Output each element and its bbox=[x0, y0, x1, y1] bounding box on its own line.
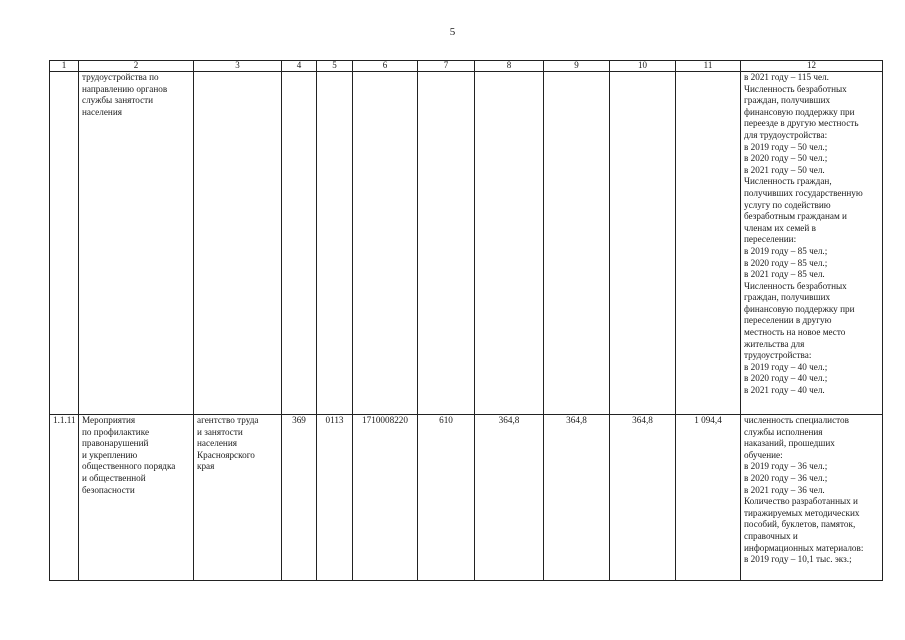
text-line: переселении: bbox=[744, 234, 797, 245]
text-line: Количество разработанных и bbox=[744, 496, 858, 507]
text-line: в 2020 году – 50 чел.; bbox=[744, 153, 828, 164]
text-line: пособий, буклетов, памяток, bbox=[744, 519, 856, 530]
amount-2020-cell bbox=[544, 72, 610, 415]
text-line: численность специалистов bbox=[744, 415, 849, 425]
row-number-cell bbox=[50, 72, 79, 415]
header-cell: 10 bbox=[610, 61, 676, 72]
text-line: службы исполнения bbox=[744, 426, 823, 437]
grbs-code-cell: 369 bbox=[282, 415, 317, 581]
text-line: населения bbox=[82, 106, 122, 117]
amount-2020-cell: 364,8 bbox=[544, 415, 610, 581]
text-line: и занятости bbox=[197, 426, 243, 437]
text-line: в 2020 году – 40 чел.; bbox=[744, 373, 828, 384]
table-row bbox=[50, 72, 883, 415]
text-line: в 2019 году – 85 чел.; bbox=[744, 245, 828, 256]
amount-2019-cell: 364,8 bbox=[475, 415, 544, 581]
text-line: и укреплению bbox=[82, 449, 138, 460]
text-line: в 2021 году – 36 чел. bbox=[744, 484, 825, 495]
text-line: общественного порядка bbox=[82, 461, 176, 472]
text-line: Красноярского bbox=[197, 449, 255, 460]
text-line: по профилактике bbox=[82, 426, 150, 437]
text-line: граждан, получивших bbox=[744, 292, 831, 303]
expense-type-cell bbox=[418, 72, 475, 415]
header-cell: 6 bbox=[353, 61, 418, 72]
header-cell: 12 bbox=[741, 61, 883, 72]
text-line: обучение: bbox=[744, 449, 783, 460]
text-line: края bbox=[197, 461, 215, 472]
text-line: жительства для bbox=[744, 338, 805, 349]
row-number-cell: 1.1.11 bbox=[50, 415, 79, 581]
text-line: получивших государственную bbox=[744, 187, 863, 198]
program-table bbox=[49, 60, 883, 581]
text-line: Численность безработных bbox=[744, 83, 847, 94]
target-code-cell: 1710008220 bbox=[353, 415, 418, 581]
text-line: переезде в другую местность bbox=[744, 118, 859, 129]
text-line: местность на новое место bbox=[744, 327, 846, 338]
target-code-cell bbox=[353, 72, 418, 415]
text-line: услугу по содействию bbox=[744, 199, 831, 210]
text-line: населения bbox=[197, 438, 237, 449]
text-line: Численность граждан, bbox=[744, 176, 832, 187]
header-cell: 11 bbox=[676, 61, 741, 72]
text-line: агентство труда bbox=[197, 415, 259, 425]
text-line: правонарушений bbox=[82, 438, 149, 449]
text-line: Мероприятия bbox=[82, 415, 136, 425]
header-row bbox=[50, 61, 883, 72]
expected-result-cell bbox=[741, 415, 883, 581]
header-cell: 3 bbox=[194, 61, 282, 72]
text-line: в 2021 году – 85 чел. bbox=[744, 269, 825, 280]
text-line: трудоустройства по bbox=[82, 72, 159, 82]
header-cell: 7 bbox=[418, 61, 475, 72]
section-code-cell bbox=[317, 72, 353, 415]
text-line: безопасности bbox=[82, 484, 135, 495]
text-line: наказаний, прошедших bbox=[744, 438, 835, 449]
text-line: в 2021 году – 115 чел. bbox=[744, 72, 829, 82]
text-line: в 2020 году – 85 чел.; bbox=[744, 257, 828, 268]
table-row bbox=[50, 415, 883, 581]
grbs-code-cell bbox=[282, 72, 317, 415]
amount-total-cell bbox=[676, 72, 741, 415]
text-line: для трудоустройства: bbox=[744, 129, 828, 140]
amount-2021-cell bbox=[610, 72, 676, 415]
executor-cell bbox=[194, 72, 282, 415]
page-number: 5 bbox=[449, 26, 456, 38]
event-name-cell bbox=[79, 72, 194, 415]
text-line: в 2021 году – 50 чел. bbox=[744, 164, 825, 175]
header-cell: 1 bbox=[50, 61, 79, 72]
text-line: в 2020 году – 36 чел.; bbox=[744, 472, 828, 483]
text-line: справочных и bbox=[744, 530, 798, 541]
section-code-cell: 0113 bbox=[317, 415, 353, 581]
header-cell: 4 bbox=[282, 61, 317, 72]
text-line: в 2019 году – 36 чел.; bbox=[744, 461, 828, 472]
event-name-cell bbox=[79, 415, 194, 581]
text-line: трудоустройства: bbox=[744, 350, 812, 361]
text-line: в 2019 году – 50 чел.; bbox=[744, 141, 828, 152]
executor-cell bbox=[194, 415, 282, 581]
text-line: в 2019 году – 40 чел.; bbox=[744, 361, 828, 372]
text-line: безработным гражданам и bbox=[744, 211, 847, 222]
text-line: переселении в другую bbox=[744, 315, 832, 326]
header-cell: 2 bbox=[79, 61, 194, 72]
header-cell: 8 bbox=[475, 61, 544, 72]
expense-type-cell: 610 bbox=[418, 415, 475, 581]
text-line: граждан, получивших bbox=[744, 95, 831, 106]
text-line: членам их семей в bbox=[744, 222, 816, 233]
amount-total-cell: 1 094,4 bbox=[676, 415, 741, 581]
header-cell: 9 bbox=[544, 61, 610, 72]
amount-2019-cell bbox=[475, 72, 544, 415]
header-cell: 5 bbox=[317, 61, 353, 72]
text-line: в 2021 году – 40 чел. bbox=[744, 385, 825, 396]
text-line: направлению органов bbox=[82, 83, 168, 94]
text-line: тиражируемых методических bbox=[744, 507, 860, 518]
text-line: службы занятости bbox=[82, 95, 154, 106]
text-line: финансовую поддержку при bbox=[744, 106, 855, 117]
expected-result-cell bbox=[741, 72, 883, 415]
text-line: в 2019 году – 10,1 тыс. экз.; bbox=[744, 554, 852, 565]
text-line: Численность безработных bbox=[744, 280, 847, 291]
amount-2021-cell: 364,8 bbox=[610, 415, 676, 581]
text-line: финансовую поддержку при bbox=[744, 303, 855, 314]
text-line: и общественной bbox=[82, 472, 146, 483]
text-line: информационных материалов: bbox=[744, 542, 864, 553]
